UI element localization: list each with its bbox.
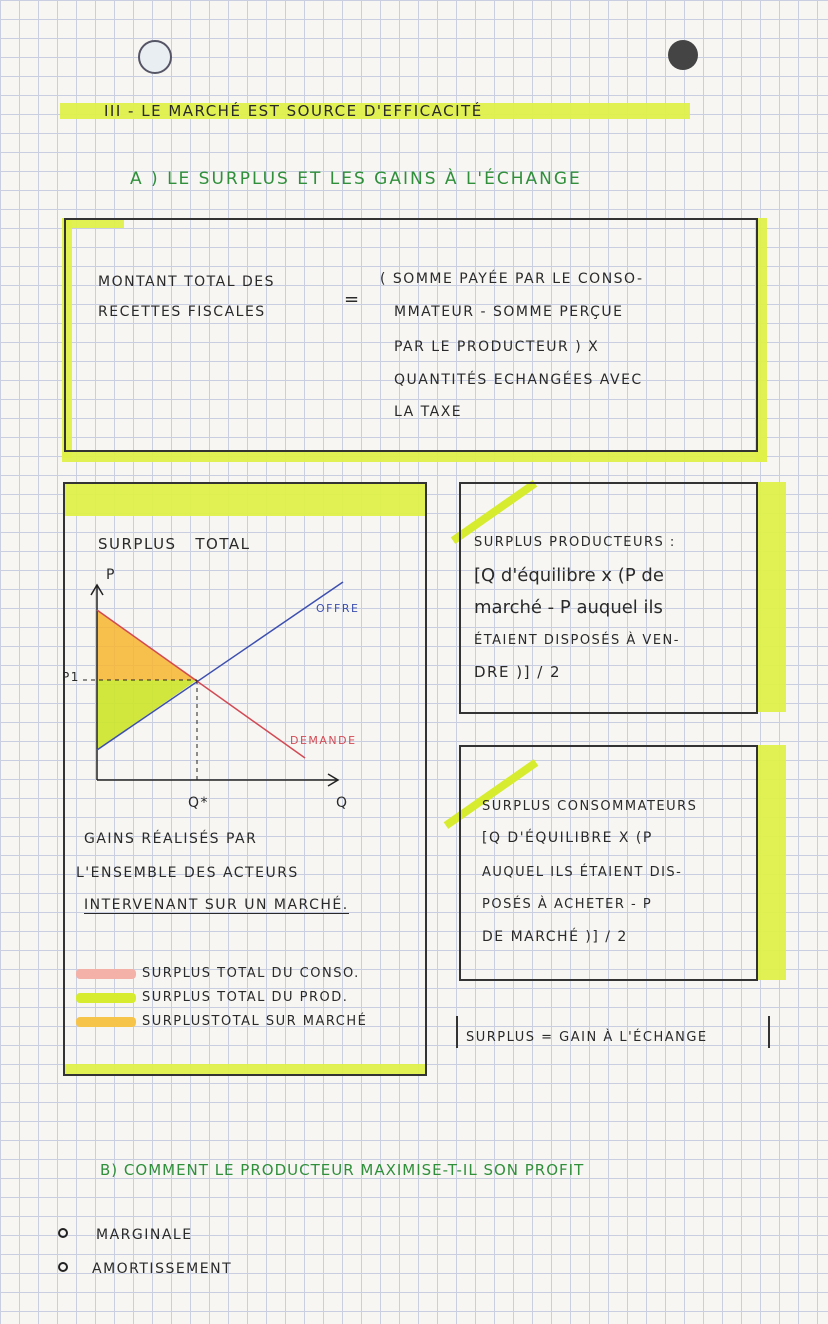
offre-label: OFFRE: [316, 602, 360, 615]
tax-right-4: QUANTITÉS ECHANGÉES AVEC: [394, 372, 643, 388]
tax-left-1: MONTANT TOTAL DES: [98, 274, 275, 290]
section-b-heading: B) COMMENT LE PRODUCTEUR MAXIMISE-T-IL SON PROFIT: [100, 1161, 585, 1179]
producer-l3: marché - P auquel ils: [474, 597, 663, 618]
graph-desc-3: INTERVENANT SUR UN MARCHÉ.: [84, 897, 349, 913]
binder-hole-left: [138, 40, 172, 74]
demande-label: DEMANDE: [290, 734, 357, 747]
surplus-note-text: SURPLUS = GAIN À L'ÉCHANGE: [466, 1030, 708, 1045]
page-title: III - LE MARCHÉ EST SOURCE D'EFFICACITÉ: [104, 102, 483, 120]
producer-l2: [Q d'équilibre x (P de: [474, 565, 664, 586]
consumer-l2: [Q D'ÉQUILIBRE X (P: [482, 830, 653, 846]
producer-box-highlight: [756, 482, 786, 712]
graph-desc-2: L'ENSEMBLE DES ACTEURS: [76, 865, 299, 881]
consumer-box: [459, 745, 758, 981]
producer-l1: SURPLUS PRODUCTEURS :: [474, 535, 676, 550]
axis-q-label: Q: [336, 795, 349, 811]
legend: [76, 962, 367, 1034]
legend-swatch-total: [76, 1017, 136, 1027]
consumer-l5: DE MARCHÉ )] / 2: [482, 929, 628, 945]
legend-label: SURPLUS TOTAL DU CONSO.: [142, 965, 360, 981]
bullet-dot: [58, 1262, 68, 1272]
section-a-heading: A ) LE SURPLUS ET LES GAINS À L'ÉCHANGE: [130, 169, 582, 189]
bullet-dot: [58, 1228, 68, 1238]
consumer-box-highlight: [756, 745, 786, 980]
tax-left-2: RECETTES FISCALES: [98, 304, 266, 320]
axis-p-label: P: [106, 567, 116, 583]
legend-label: SURPLUSTOTAL SUR MARCHÉ: [142, 1013, 368, 1029]
producer-l4: ÉTAIENT DISPOSÉS À VEN-: [474, 633, 680, 648]
legend-item: [76, 962, 367, 986]
bullet-item: MARGINALE: [96, 1227, 193, 1243]
tax-right-3: PAR LE PRODUCTEUR ) X: [394, 339, 600, 355]
qstar-label: Q*: [188, 795, 210, 811]
tax-right-5: LA TAXE: [394, 404, 463, 420]
consumer-l4: POSÉS À ACHETER - P: [482, 897, 653, 912]
consumer-l1: SURPLUS CONSOMMATEURS: [482, 799, 698, 814]
tax-right-1: ( SOMME PAYÉE PAR LE CONSO-: [380, 271, 644, 287]
p1-label: P1: [62, 670, 80, 684]
legend-label: SURPLUS TOTAL DU PROD.: [142, 989, 349, 1005]
binder-hole-right: [668, 40, 698, 70]
producer-l5: DRE )] / 2: [474, 663, 562, 681]
graph-heading: SURPLUS TOTAL: [98, 535, 251, 553]
graph-desc-1: GAINS RÉALISÉS PAR: [84, 831, 258, 847]
legend-swatch-consumer: [76, 969, 136, 979]
legend-swatch-producer: [76, 993, 136, 1003]
tax-equals: =: [344, 289, 361, 310]
legend-item: [76, 1010, 367, 1034]
consumer-l3: AUQUEL ILS ÉTAIENT DIS-: [482, 865, 683, 880]
legend-item: [76, 986, 367, 1010]
surplus-graph: [63, 560, 423, 820]
tax-right-2: MMATEUR - SOMME PERÇUE: [394, 304, 624, 320]
bullet-item: AMORTISSEMENT: [92, 1261, 233, 1277]
